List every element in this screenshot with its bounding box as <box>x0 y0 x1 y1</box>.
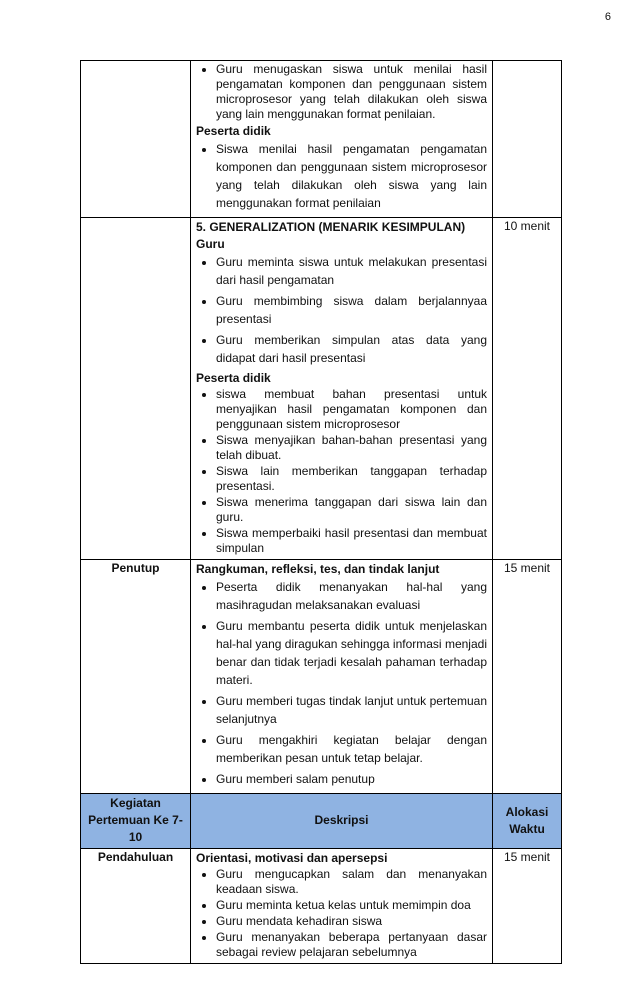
section-heading: Guru <box>196 237 225 251</box>
list-item: • Guru memberi tugas tindak lanjut untuk pertemuan selanjutnya <box>216 692 487 728</box>
header-kegiatan: Kegiatan Pertemuan Ke 7-10 <box>81 794 191 849</box>
list-item: • Siswa menilai hasil pengamatan pengamatan komponen dan penggunaan sistem microprosesor yang telah dilakukan oleh siswa yang lain menggunakan format penilaian <box>216 140 487 212</box>
header-alokasi-waktu: Alokasi Waktu <box>493 794 562 849</box>
description-cell <box>191 849 493 964</box>
list-item: • Guru mendata kehadiran siswa <box>216 914 487 929</box>
section-title: 5. GENERALIZATION (MENARIK KESIMPULAN) <box>196 220 466 234</box>
student-activity-list <box>196 387 487 556</box>
phase-cell <box>81 218 191 560</box>
list-item: • Siswa memperbaiki hasil presentasi dan membuat simpulan <box>216 526 487 556</box>
time-cell: 15 menit <box>493 560 562 794</box>
section-heading: Peserta didik <box>196 124 271 138</box>
section-title: Rangkuman, refleksi, tes, dan tindak lanjut <box>196 562 440 576</box>
list-item: • Siswa lain memberikan tanggapan terhadap presentasi. <box>216 464 487 494</box>
phase-cell: Penutup <box>81 560 191 794</box>
table-row <box>81 560 562 794</box>
student-activity-list <box>196 140 487 212</box>
time-cell: 15 menit <box>493 849 562 964</box>
table-header-row <box>81 794 562 849</box>
guru-activity-list <box>196 253 487 367</box>
list-item: • Guru menugaskan siswa untuk menilai hasil pengamatan komponen dan penggunaan sistem microprosesor yang telah dilakukan oleh siswa yang lain menggunakan format penilaian. <box>216 62 487 122</box>
table-row <box>81 849 562 964</box>
list-item: • Siswa menerima tanggapan dari siswa lain dan guru. <box>216 495 487 525</box>
list-item: • Guru membantu peserta didik untuk menjelaskan hal-hal yang diragukan sehingga informasi menjadi benar dan tidak terjadi kesalah pahaman terhadap materi. <box>216 617 487 689</box>
list-item: • Siswa menyajikan bahan-bahan presentasi yang telah dibuat. <box>216 433 487 463</box>
description-cell <box>191 560 493 794</box>
list-item: • Guru memberi salam penutup <box>216 770 487 788</box>
phase-cell <box>81 61 191 218</box>
description-cell <box>191 218 493 560</box>
section-title: Orientasi, motivasi dan apersepsi <box>196 851 388 865</box>
phase-cell: Pendahuluan <box>81 849 191 964</box>
list-item: • Guru menanyakan beberapa pertanyaan dasar sebagai review pelajaran sebelumnya <box>216 930 487 960</box>
page-number: 6 <box>604 11 611 23</box>
table-row <box>81 61 562 218</box>
list-item: • Peserta didik menanyakan hal-hal yang masihragudan melaksanakan evaluasi <box>216 578 487 614</box>
list-item: • Guru mengucapkan salam dan menanyakan keadaan siswa. <box>216 867 487 897</box>
guru-activity-list <box>196 62 487 122</box>
table-row <box>81 218 562 560</box>
time-cell <box>493 61 562 218</box>
list-item: • Guru membimbing siswa dalam berjalannyaa presentasi <box>216 292 487 328</box>
list-item: • Guru mengakhiri kegiatan belajar dengan memberikan pesan untuk tetap belajar. <box>216 731 487 767</box>
section-heading: Peserta didik <box>196 371 271 385</box>
description-cell <box>191 61 493 218</box>
list-item: • siswa membuat bahan presentasi untuk menyajikan hasil pengamatan komponen dan penggunaan sistem microprosesor <box>216 387 487 432</box>
header-deskripsi: Deskripsi <box>191 794 493 849</box>
list-item: • Guru meminta siswa untuk melakukan presentasi dari hasil pengamatan <box>216 253 487 289</box>
time-cell: 10 menit <box>493 218 562 560</box>
activity-list <box>196 578 487 788</box>
list-item: • Guru memberikan simpulan atas data yang didapat dari hasil presentasi <box>216 331 487 367</box>
activity-list <box>196 867 487 960</box>
list-item: • Guru meminta ketua kelas untuk memimpin doa <box>216 898 487 913</box>
lesson-plan-table <box>80 60 562 964</box>
